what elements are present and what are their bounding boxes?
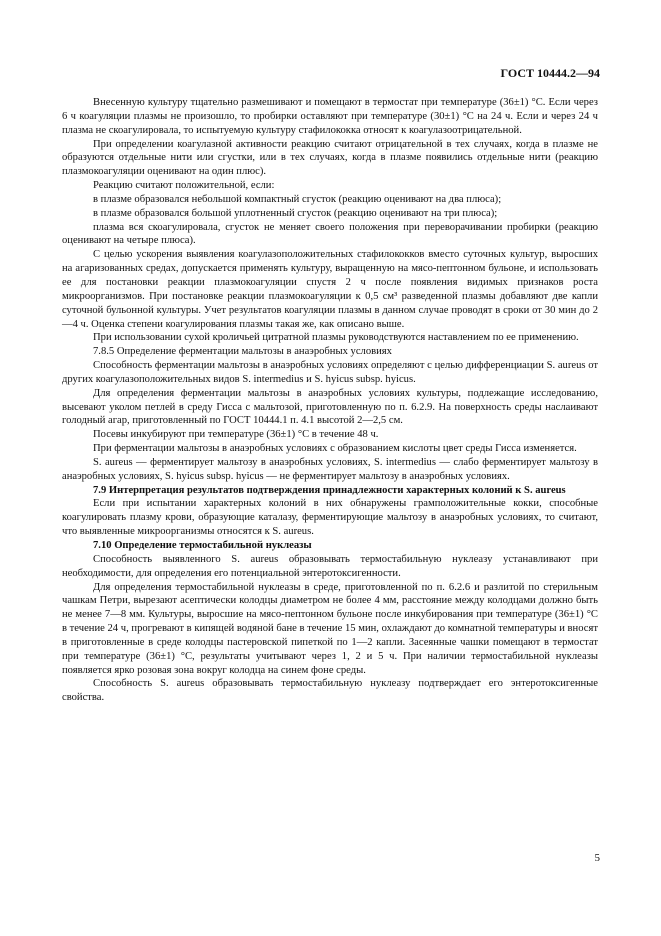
document-body	[62, 96, 598, 705]
list-item: плазма вся скоагулировала, сгусток не меняет своего положения при переворачивании пробирки (реакцию оценивают на четыре плюса).	[62, 221, 598, 247]
paragraph: Способность выявленного S. aureus образовывать термостабильную нуклеазу устанавливают при необходимости, для определения его потенциальной энтеротоксигенности.	[62, 553, 598, 579]
list-item: в плазме образовался большой уплотненный сгусток (реакцию оценивают на три плюса);	[93, 207, 498, 219]
paragraph: При ферментации мальтозы в анаэробных условиях с образованием кислоты цвет среды Гисса изменяется.	[93, 443, 577, 455]
paragraph: Посевы инкубируют при температуре (36±1) °С в течение 48 ч.	[93, 429, 379, 441]
page-number: 5	[594, 852, 600, 864]
paragraph: При использовании сухой кроличьей цитратной плазмы руководствуются наставлением по ее применению.	[93, 332, 579, 344]
paragraph: S. aureus — ферментирует мальтозу в анаэробных условиях, S. intermedius — слабо ферментирует мальтозу в анаэробных условиях, S. hyicus subsp. hyicus — не ферментирует мальтозу в анаэробных условиях.	[62, 456, 598, 482]
paragraph: Для определения ферментации мальтозы в анаэробных условиях культуры, подлежащие исследованию, высевают уколом петлей в среду Гисса с мальтозой, приготовленную по п. 6.2.9. На поверхность среды наслаивают голодный агар, приготовленный по ГОСТ 10444.1 п. 4.1 высотой 2—2,5 см.	[62, 387, 598, 427]
paragraph: Способность ферментации мальтозы в анаэробных условиях определяют с целью дифференциации S. aureus от других коагулазоположительных видов S. intermedius и S. hyicus subsp. hyicus.	[62, 360, 598, 385]
paragraph: Для определения термостабильной нуклеазы в среде, приготовленной по п. 6.2.6 и разлитой по стерильным чашкам Петри, вырезают асептически колодцы диаметром не более 4 мм, расстояние между колодцами должно быть не менее 7—8 мм. Культуры, выросшие на мясо-пептонном бульоне после инкубирования при температуре (36±1) °С в течение 24 ч, прогревают в кипящей водяной бане в течение 15 мин, охлаждают до комнатной температуры и вносят в приготовленные в среде колодцы пастеровской пипеткой по 1—2 капли. Засеянные чашки помещают в термостат при температуре (36±1) °С, результаты учитывают через 1, 2 и 5 ч. При наличии термостабильной нуклеазы появляется ярко розовая зона вокруг колодца на синем фоне среды.	[62, 581, 598, 676]
paragraph: Внесенную культуру тщательно размешивают и помещают в термостат при температуре (36±1) °С. Если через 6 ч коагуляции плазмы не произошло, то пробирки оставляют при температуре (30±1) °С на 24 ч. Если и через 24 ч плазма не скоагулировала, то испытуемую культуру стафилококка относят к коагулазоотрицательной.	[62, 97, 598, 136]
paragraph: При определении коагулазной активности реакцию считают отрицательной в тех случаях, когда в плазме не образуются отдельные нити или сгустки, или в тех случаях, когда в плазме появились отдельные нити (реакцию плазмокоагуляции оценивают на один плюс).	[62, 138, 598, 178]
section-heading: 7.9 Интерпретация результатов подтверждения принадлежности характерных колоний к S. aureus	[93, 484, 566, 496]
paragraph: Если при испытании характерных колоний в них обнаружены грамположительные кокки, способные коагулировать плазму крови, образующие каталазу, ферментирующие мальтозу в анаэробных условиях, то считают, что выявленные микроорганизмы относятся к S. aureus.	[62, 498, 598, 538]
list-item: в плазме образовался небольшой компактный сгусток (реакцию оценивают на два плюса);	[93, 193, 502, 205]
paragraph: С целью ускорения выявления коагулазоположительных стафилококков вместо суточных культур, выросших на агаризованных средах, допускается применять культуру, выращенную на мясо-пептонном бульоне, и использовать ее для постановки реакции плазмокоагуляции спустя 2 ч после появления видимых признаков роста микроорганизмов. При постановке реакции плазмокоагуляции к 0,5 см³ разведенной плазмы добавляют две капли суточной бульонной культуры. Учет результатов коагуляции плазмы в данном случае проводят в сроки от 30 мин до 2—4 ч. Оценка степени коагулирования плазмы такая же, как описано выше.	[62, 249, 598, 330]
paragraph: Способность S. aureus образовывать термостабильную нуклеазу подтверждает его энтеротоксигенные свойства.	[62, 678, 598, 704]
section-heading: 7.8.5 Определение ферментации мальтозы в анаэробных условиях	[93, 346, 392, 358]
paragraph: Реакцию считают положительной, если:	[93, 180, 275, 192]
document-code-header: ГОСТ 10444.2—94	[500, 66, 600, 80]
section-heading: 7.10 Определение термостабильной нуклеазы	[93, 540, 312, 551]
